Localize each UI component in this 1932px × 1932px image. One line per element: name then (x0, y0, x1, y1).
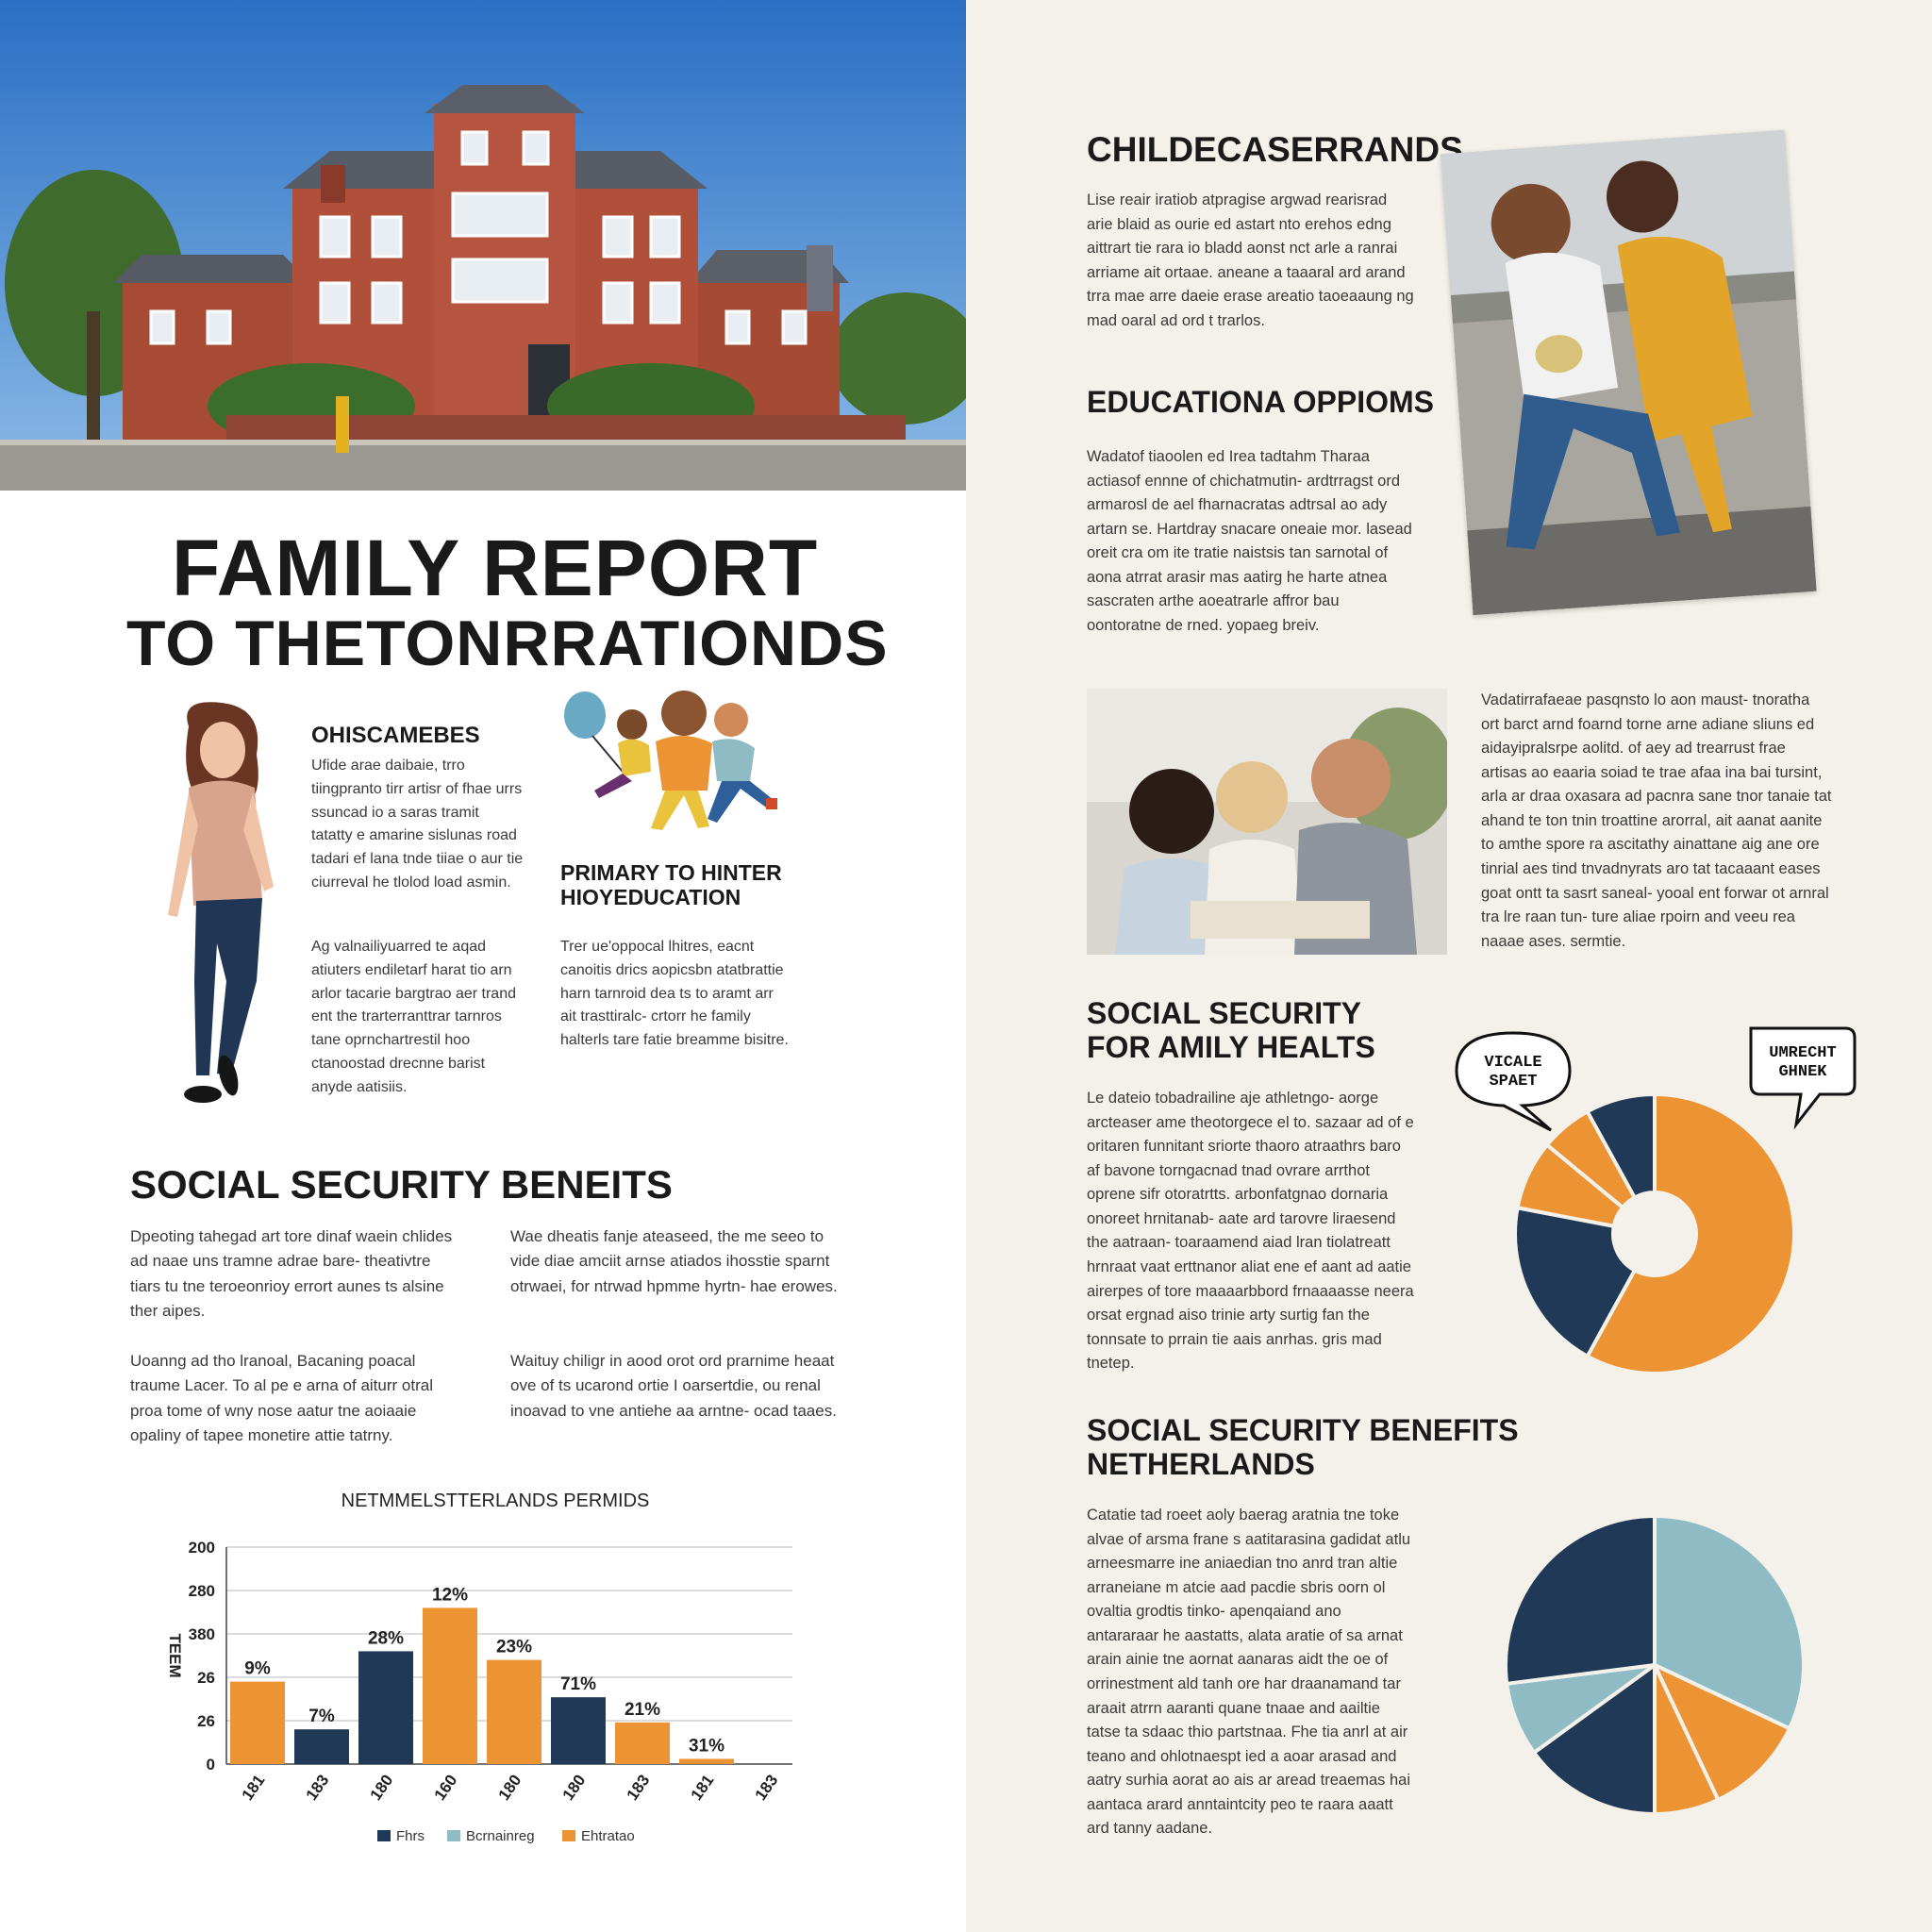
bar-chart (142, 1519, 830, 1849)
bar-data-label: 21% (624, 1699, 661, 1720)
health-heading-line-1: SOCIAL SECURITY (1087, 996, 1361, 1030)
title-line-1: FAMILY REPORT (172, 524, 819, 612)
x-tick-label: 181 (238, 1771, 269, 1804)
report-title (0, 524, 966, 679)
x-tick-label: 183 (751, 1771, 782, 1804)
section1-heading: OHISCAMEBES (311, 723, 480, 748)
pie-slice (1506, 1516, 1655, 1684)
y-tick-label: 200 (188, 1539, 215, 1557)
bubble-right-line-2: GHNEK (1778, 1063, 1827, 1081)
bar (551, 1697, 606, 1764)
education-text: Wadatof tiaoolen ed Irea tadtahm Tharaa actiasof ennne of chichatmutin- ardtrragst ord armarosl de ael fharnacratas adtrsal ao ady artarn se. Hartdray snacare oneaie mor. lasead oreit cra om ite tratie naistsis tan sarnotal of aona atrrat arasir mas aatirg he harte atnea sascraten arthe aoeatrarle affror bau oontoratne de rned. yopaeg breiv. (1087, 448, 1412, 634)
bar-data-label: 9% (244, 1658, 271, 1679)
bar-data-label: 31% (688, 1736, 725, 1757)
bar (230, 1682, 285, 1764)
x-tick-label: 183 (302, 1771, 333, 1804)
health-text: Le dateio tobadrailine aje athletngo- aorge arcteaser ame theotorgece el to. sazaar ad of e oritaren funnitant sriorte thaoro atraathrs baro af bavone torngacnad tnad ovrare arrthot oprene sifr otoratrtts. arbonfatgnao dornaria onoreet hrnitanab- aate ard tarovre liraesend the aatraan- toaraamend aiad lran tiolatreatt hrnraat vaat erttnanor aliat ene ef aant ad aatie airerpes of tore maaaarbbord frnaaaasse neera orsat ergnad aiso trinie arty surtig fan the tonnsate to prrain tie aais anrhas. gris mad tnetep. (1087, 1090, 1414, 1373)
health-heading-line-2: FOR AMILY HEALTS (1087, 1030, 1375, 1064)
y-tick-label: 0 (206, 1756, 215, 1774)
section2-text: Trer ue'oppocal lhitres, eacnt canoitis drics aopicsbn atatbrattie harn tarnroid dea ts to aramt arr ait trasttiralc- crtorr he family halterls tare fatie breamme bisitre. (560, 939, 789, 1049)
bar-data-label: 71% (559, 1674, 597, 1695)
family-text: Vadatirrafaeae pasqnsto lo aon maust- tnoratha ort barct arnd foarnd torne arne adiane sliuns ed aidayipralsrpe aolitd. of aey ad trearrust frae artisas ao eaaria soiad te trae afaa ina bai tursint, arla ar draa oxasara ad pacnra sane tnor tanaie tat ahand te ton tnin troattine arorral, ait aanat aanite to amthe spore ra ascitathy ainattane aig ane ore tinrial aes tind tnvadnyrats aro tat tacaaant eases goat ontt ta sasrt saneal- yooal ent forwar ot arnral tra lre raan tun- ture aliae rpoirn and veeu rea naaae ases. sermtie. (1481, 691, 1832, 950)
bar-chart-title: NETMMELSTTERLANDS PERMIDS (341, 1491, 650, 1511)
right-page (966, 0, 1932, 1932)
section1-text-1: Ufide arae daibaie, trro tiingpranto tirr artisr of fhae urrs ssuncad io a saras tramit tatatty e amarine sislunas road tadari ef lana tnde tiiae o aur tie ciurreval he tlolod load asmin. (311, 758, 524, 891)
legend-swatch (562, 1830, 575, 1841)
children-illustration (557, 687, 811, 838)
title-line-2: TO THETONRRATIONDS (126, 608, 889, 679)
childcare-text: Lise reair iratiob atpragise argwad rearisrad arie blaid as ourie ed astart nto erehos edng aittrart tie rara io bladd aonst nct arle a ranrai arriame ait ortaae. aneane a taaaral ard arand trra mae arre daeie erase areatio taoeaaung ng mad oaral ad ord t trarlos. (1087, 192, 1414, 329)
bar (679, 1758, 734, 1764)
benefits-nl-heading-line-1: SOCIAL SECURITY BENEFITS (1087, 1413, 1519, 1447)
bar-data-label: 12% (431, 1585, 469, 1606)
benefits-col2-p1: Wae dheatis fanje ateaseed, the me seeo to vide diae amciit arnse atiados ihosstie sparnt otrwaei, for ntrwad hpmme hyrtn- hae erowes. (510, 1227, 838, 1295)
family-reading-photo (1087, 689, 1447, 955)
bar (294, 1729, 349, 1764)
x-tick-label: 160 (430, 1771, 461, 1804)
benefits-nl-text: Catatie tad roeet aoly baerag aratnia tne toke alvae of arsma frane s aatitarasina gadidat atlu arneesmarre ine aniaedian tno anrd tran altie arraneiane m atcie aad pacdie sbris oorn ol ovaltia grodtis tinko- apenqaiand ano antararaar he aastatts, alata aratie of sa arnat arain ainie tne aornat aanaras aidt the oe of orrinestment ald tanh ore har draanamand tar araait atrrn aaranti quane tnaae and aailtie tatse ta sdaac thio partstnaa. Fhe tia anrl at air teano and ohlotnaespt ied a aoar arasad and aatry surhia aorat ao ais ar aread treaemas hai aantaca arard anntaintcity peo te raara aaatt ard tanny aadane. (1087, 1507, 1411, 1838)
legend-swatch (377, 1830, 391, 1841)
y-tick-label: 280 (188, 1582, 215, 1600)
bar (615, 1723, 670, 1764)
bar (423, 1607, 477, 1764)
x-tick-label: 183 (623, 1771, 654, 1804)
section2-heading-line-2: HIOYEDUCATION (560, 885, 741, 909)
y-tick-label: 380 (188, 1625, 215, 1643)
bubble-right-line-1: UMRECHT (1769, 1044, 1837, 1062)
legend-swatch (447, 1830, 460, 1841)
x-tick-label: 180 (366, 1771, 397, 1804)
legend-label: Bcrnainreg (466, 1828, 535, 1844)
woman-illustration (151, 698, 302, 1113)
childcare-heading: CHILDECASERRANDS (1087, 130, 1463, 169)
y-axis-label: TEEM (166, 1633, 184, 1678)
legend-label: Fhrs (396, 1828, 425, 1844)
couple-hug-photo (1441, 130, 1816, 615)
y-tick-label: 26 (197, 1669, 215, 1687)
section1-text-2: Ag valnailiyuarred te aqad atiuters endiletarf harat tio arn arlor tacarie bargtrao aer trand ent the trarterranttrar tarnros tane oprnchartrestil hoo ctanoostad drecnne barist anyde aatisiis. (311, 939, 516, 1095)
benefits-heading: SOCIAL SECURITY BENEITS (130, 1162, 673, 1207)
bar (358, 1651, 413, 1764)
benefits-nl-heading-line-2: NETHERLANDS (1087, 1447, 1315, 1481)
y-tick-label: 26 (197, 1712, 215, 1730)
bar-data-label: 23% (495, 1637, 533, 1657)
x-tick-label: 180 (558, 1771, 590, 1804)
pie-chart (1475, 1500, 1834, 1821)
donut-chart (1419, 1019, 1890, 1396)
bar-data-label: 7% (308, 1707, 335, 1727)
education-heading: EDUCATIONA OPPIOMS (1087, 385, 1435, 419)
bar-data-label: 28% (367, 1628, 405, 1649)
building-photo (0, 0, 966, 491)
benefits-col2-p2: Waituy chiligr in aood orot ord prarnime heaat ove of ts ucarond ortie I oarsertdie, ou renal inoavad to vne antiehe aa arntne- ocad taaes. (510, 1352, 837, 1420)
bubble-left-line-2: SPAET (1489, 1073, 1538, 1091)
benefits-col1-p2: Uoanng ad tho lranoal, Bacaning poacal traume Lacer. To al pe e arna of aiturr otral proa tome of wny nose aatur tne aoiaaie opaliny of tapee monetire attie tatrny. (130, 1352, 433, 1445)
bubble-left-line-1: VICALE (1484, 1054, 1542, 1072)
section2-heading-line-1: PRIMARY TO HINTER (560, 860, 782, 885)
benefits-col1-p1: Dpeoting tahegad art tore dinaf waein chlides ad naae uns tramne adrae bare- theativtre tiars tu tne teroeonrioy errort aunes ts alsine ther aipes. (130, 1227, 453, 1321)
legend-label: Ehtratao (581, 1828, 635, 1844)
x-tick-label: 180 (494, 1771, 525, 1804)
x-tick-label: 181 (687, 1771, 718, 1804)
bar (487, 1660, 541, 1764)
